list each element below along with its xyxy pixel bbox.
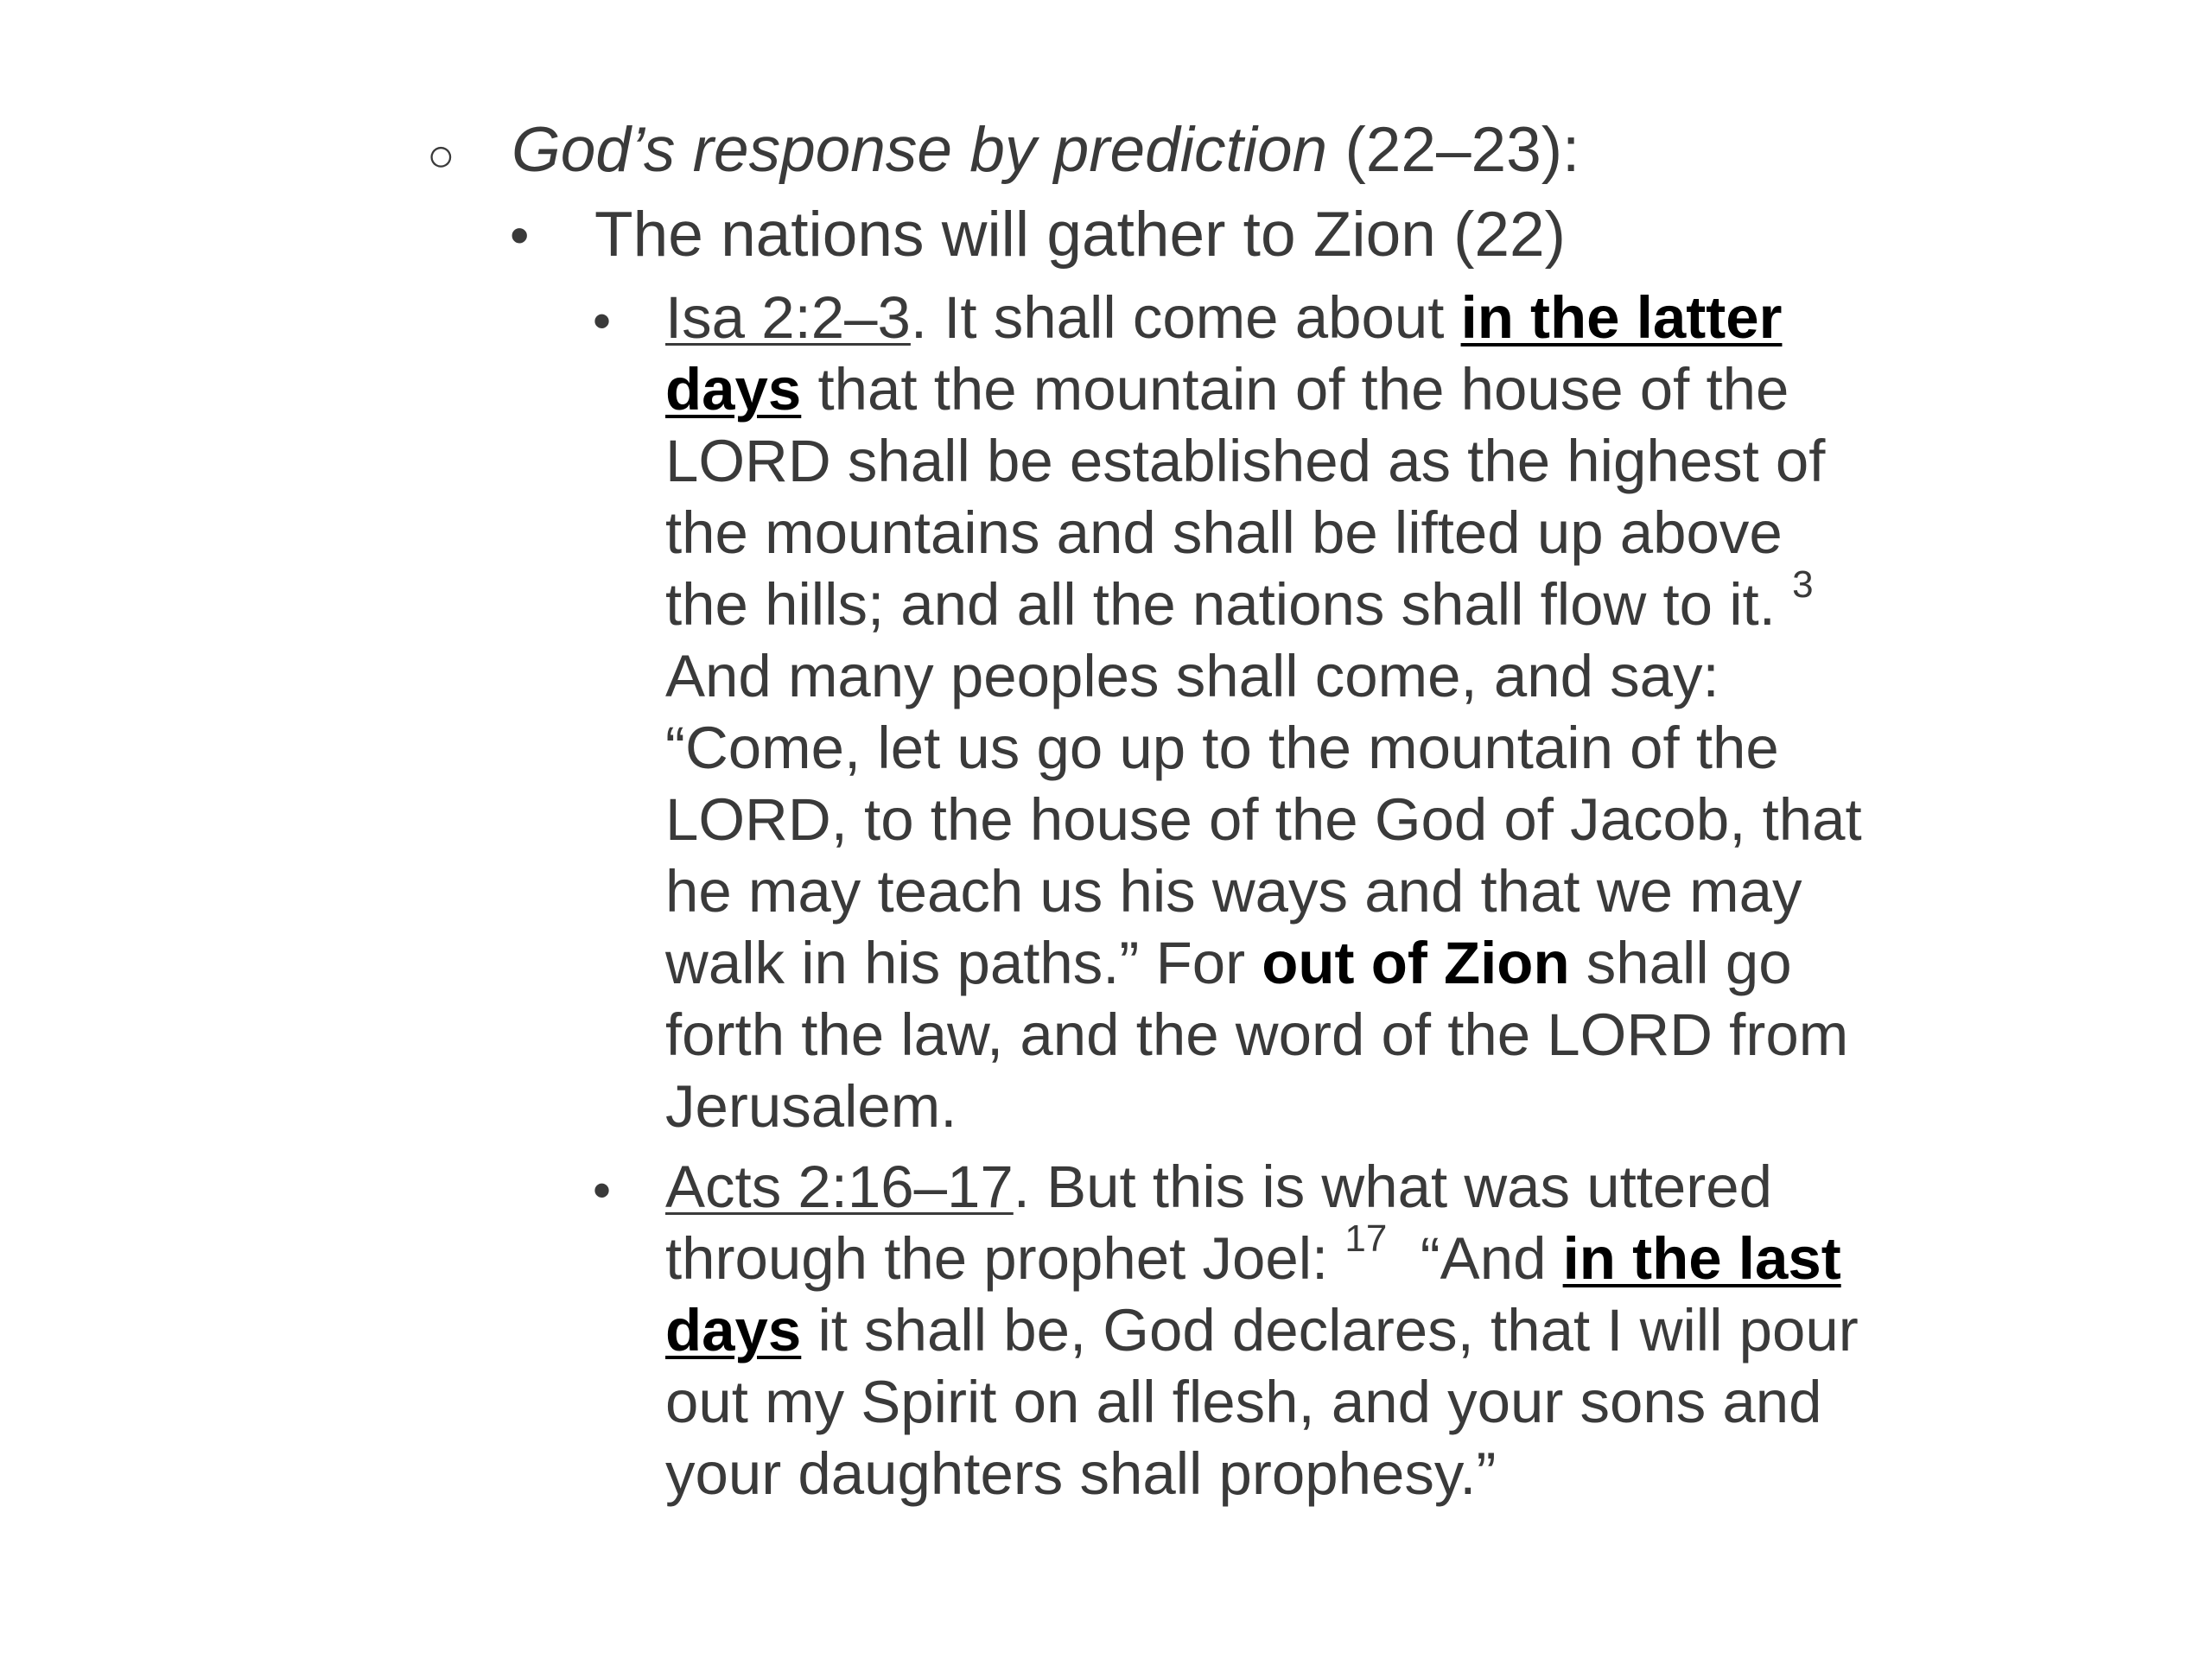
- text-span: through the prophet Joel:: [665, 1225, 1345, 1292]
- text-line: [665, 1217, 2048, 1294]
- emphasis-span: days: [665, 1297, 802, 1363]
- text-line: And many peoples shall come, and say:: [665, 643, 1719, 709]
- bullet-icon: •: [593, 292, 612, 350]
- acts-reference: Acts 2:16–17: [665, 1154, 1014, 1220]
- heading-italic: God’s response by prediction: [512, 115, 1328, 185]
- hollow-bullet-icon: ○: [427, 130, 455, 181]
- heading-rest: (22–23):: [1327, 115, 1580, 185]
- nations-gather-item: The nations will gather to Zion (22): [594, 200, 1566, 270]
- text-line: out my Spirit on all flesh, and your sons and: [665, 1369, 1822, 1435]
- emphasis-span: out of Zion: [1262, 930, 1570, 996]
- text-span: . But this is what was uttered: [1013, 1154, 1773, 1220]
- verse-number: 3: [1792, 563, 1814, 606]
- text-line: [665, 353, 2048, 425]
- emphasis-span: in the latter: [1460, 284, 1783, 351]
- text-span: it shall be, God declares, that I will pour: [801, 1297, 1859, 1363]
- text-line: [665, 1294, 2048, 1366]
- text-line: he may teach us his ways and that we may: [665, 858, 1802, 925]
- isaiah-reference: Isa 2:2–3: [665, 284, 911, 351]
- bullet-icon: •: [593, 1161, 612, 1219]
- text-span: . It shall come about: [910, 284, 1461, 351]
- text-line: Jerusalem.: [665, 1073, 957, 1140]
- bullet-icon: •: [510, 204, 530, 266]
- text-line: [665, 1151, 2048, 1223]
- text-span: shall go: [1569, 930, 1792, 996]
- verse-number: 17: [1344, 1217, 1388, 1260]
- text-line: your daughters shall prophesy.”: [665, 1440, 1497, 1507]
- response-heading: [512, 112, 1580, 188]
- text-line: LORD shall be established as the highest of: [665, 428, 1826, 494]
- text-line: [665, 282, 2048, 353]
- acts-quote: [665, 1151, 2048, 1510]
- text-line: LORD, to the house of the God of Jacob, that: [665, 786, 1862, 853]
- text-line: the mountains and shall be lifted up above: [665, 499, 1783, 566]
- text-line: [665, 927, 2048, 999]
- text-span: the hills; and all the nations shall flow to it.: [665, 571, 1793, 638]
- text-line: [665, 563, 2048, 640]
- text-span: “And: [1387, 1225, 1563, 1292]
- text-line: “Come, let us go up to the mountain of the: [665, 715, 1779, 781]
- emphasis-span: in the last: [1562, 1225, 1841, 1292]
- isaiah-quote: [665, 282, 2048, 1142]
- text-span: that the mountain of the house of the: [801, 356, 1789, 423]
- emphasis-span: days: [665, 356, 802, 423]
- text-span: walk in his paths.” For: [665, 930, 1262, 996]
- text-line: forth the law, and the word of the LORD from: [665, 1001, 1849, 1068]
